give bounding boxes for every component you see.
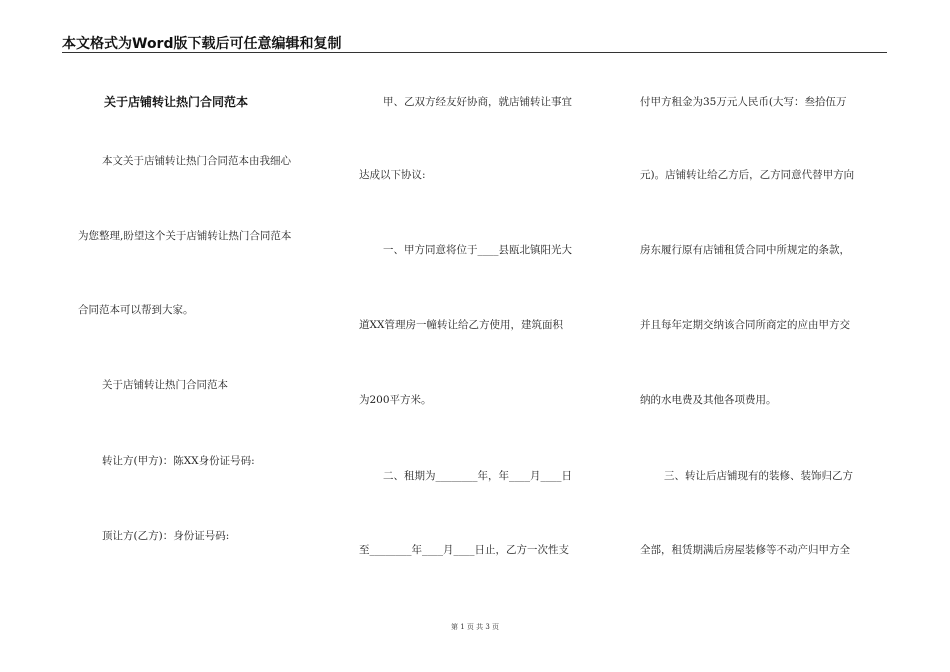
header-divider [62,52,887,53]
col1-line: 本文关于店铺转让热门合同范本由我细心 [102,155,291,167]
col2-line: 二、租期为________年，年____月____日 [383,470,572,482]
document-header: 本文格式为Word版下载后可任意编辑和复制 [62,36,342,52]
col3-line: 纳的水电费及其他各项费用。 [640,394,777,406]
col3-line: 付甲方租金为35万元人民币(大写：叁拾伍万 [640,96,847,108]
col3-line: 全部，租赁期满后房屋装修等不动产归甲方全 [640,544,850,556]
col2-line: 为200平方米。 [359,394,432,406]
col3-line: 元)。店铺转让给乙方后，乙方同意代替甲方向 [640,169,855,181]
col1-line: 顶让方(乙方)：身份证号码: [102,530,230,542]
col1-line: 合同范本可以帮到大家。 [78,304,194,316]
col3-line: 房东履行原有店铺租赁合同中所规定的条款， [640,244,850,256]
col2-line: 道XX管理房一幢转让给乙方使用，建筑面积 [359,319,563,331]
col3-line: 三、转让后店铺现有的装修、装饰归乙方 [664,470,853,482]
col3-line: 并且每年定期交纳该合同所商定的应由甲方交 [640,319,850,331]
col2-line: 一、甲方同意将位于____县瓯北镇阳光大 [383,244,572,256]
col2-line: 达成以下协议: [359,169,426,181]
col2-line: 甲、乙双方经友好协商，就店铺转让事宜 [383,96,572,108]
col1-line: 关于店铺转让热门合同范本 [102,379,228,391]
col2-line: 至________年____月____日止，乙方一次性支 [359,544,569,556]
page-number: 第 1 页 共 3 页 [450,623,500,631]
col1-line: 为您整理,盼望这个关于店铺转让热门合同范本 [78,230,292,242]
col1-line: 转让方(甲方)：陈XX身份证号码: [102,455,255,467]
document-title: 关于店铺转让热门合同范本 [104,95,249,109]
